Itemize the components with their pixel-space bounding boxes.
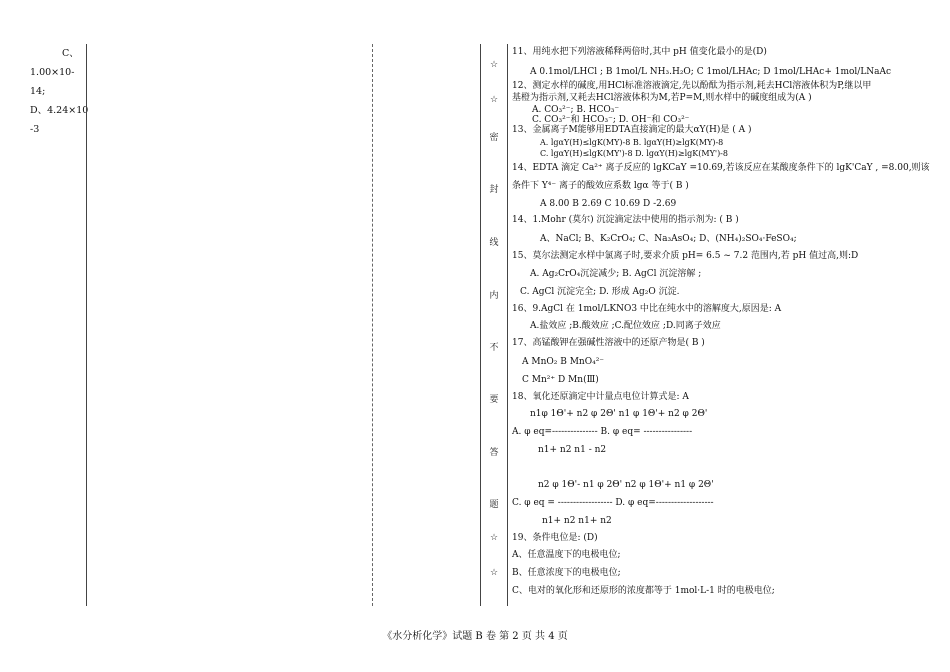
left-column-border xyxy=(86,44,87,606)
left-answer-column xyxy=(30,44,90,139)
question-line: B、任意浓度下的电极电位; xyxy=(512,568,621,578)
question-line: n1+ n2 n1 - n2 xyxy=(538,445,607,455)
question-line: n1φ 1Θ'+ n2 φ 2Θ' n1 φ 1Θ'+ n2 φ 2Θ' xyxy=(530,409,708,419)
question-line: 18、氧化还原滴定中计量点电位计算式是: A xyxy=(512,392,689,402)
question-line: 条件下 Y⁴⁻ 离子的酸效应系数 lgα 等于( B ) xyxy=(512,181,689,191)
page-footer: 《水分析化学》试题 B 卷 第 2 页 共 4 页 xyxy=(382,631,568,642)
left-text-1: 1.00×10- xyxy=(30,67,75,78)
question-line: 11、用纯水把下列溶液稀释两倍时,其中 pH 值变化最小的是(D) xyxy=(512,47,767,57)
question-line: A 8.00 B 2.69 C 10.69 D -2.69 xyxy=(540,199,677,209)
left-text-3: D、4.24×10 xyxy=(30,105,89,116)
seal-line-right xyxy=(507,44,508,606)
question-line: A. CO₃²⁻; B. HCO₃⁻ xyxy=(532,105,620,115)
question-line: C. CO₃²⁻和 HCO₃⁻; D. OH⁻和 CO₃²⁻ xyxy=(532,115,690,125)
question-line: A. Ag₂CrO₄沉淀减少; B. AgCl 沉淀溶解 ; xyxy=(530,269,702,279)
question-line: 14、1.Mohr (莫尔) 沉淀滴定法中使用的指示剂为: ( B ) xyxy=(512,215,739,225)
left-text-4: -3 xyxy=(30,124,40,135)
question-line: n2 φ 1Θ'- n1 φ 2Θ' n2 φ 1Θ'+ n1 φ 2Θ' xyxy=(538,480,714,490)
question-line: A. lgαY(H)≤lgK(MY)-8 B. lgαY(H)≥lgK(MY)-8 xyxy=(540,138,724,147)
seal-char: 题 xyxy=(489,500,499,510)
question-line: A、NaCl; B、K₂CrO₄; C、Na₃AsO₄; D、(NH₄)₂SO₄·FeSO₄; xyxy=(540,234,797,244)
question-line: 19、条件电位是: (D) xyxy=(512,533,598,543)
center-dashed-line xyxy=(372,44,373,606)
question-line: 基橙为指示剂,又耗去HCl溶液体积为M,若P=M,则水样中的碱度组成为(A ) xyxy=(512,93,812,103)
seal-char: 不 xyxy=(489,343,499,353)
seal-char: ☆ xyxy=(489,568,499,578)
question-line: C. lgαY(H)≤lgK(MY')-8 D. lgαY(H)≥lgK(MY')-8 xyxy=(540,149,728,158)
left-text-0: C、 xyxy=(62,48,79,59)
seal-char: 封 xyxy=(489,185,499,195)
seal-char: 要 xyxy=(489,395,499,405)
question-line: 12、测定水样的碱度,用HCl标准溶液滴定,先以酚酞为指示剂,耗去HCl溶液体积为P,继以甲 xyxy=(512,81,872,91)
question-line: 15、莫尔法测定水样中氯离子时,要求介质 pH= 6.5 ~ 7.2 范围内,若 pH 值过高,则:D xyxy=(512,251,859,261)
question-line: A.盐效应 ;B.酸效应 ;C.配位效应 ;D.同离子效应 xyxy=(530,321,721,331)
seal-char: 内 xyxy=(489,291,499,301)
seal-line-left xyxy=(480,44,481,606)
left-text-2: 14; xyxy=(30,86,46,97)
question-line: A. φ eq=--------------- B. φ eq= ---------------- xyxy=(512,427,693,437)
question-line: C Mn²⁺ D Mn(Ⅲ) xyxy=(522,375,599,385)
question-line: 14、EDTA 滴定 Ca²⁺ 离子反应的 lgKCaY =10.69,若该反应在某酸度条件下的 lgK'CaY , =8.00,则该 xyxy=(512,163,930,173)
seal-char: ☆ xyxy=(489,60,499,70)
question-line: 17、高锰酸钾在强碱性溶液中的还原产物是( B ) xyxy=(512,338,705,348)
seal-char: ☆ xyxy=(489,95,499,105)
seal-char: 线 xyxy=(489,238,499,248)
question-line: C、电对的氧化形和还原形的浓度都等于 1mol·L-1 时的电极电位; xyxy=(512,586,775,596)
seal-char: 密 xyxy=(489,133,499,143)
question-line: A、任意温度下的电极电位; xyxy=(512,550,621,560)
question-line: 13、金属离子M能够用EDTA直接滴定的最大αY(H)是 ( A ) xyxy=(512,125,752,135)
question-line: n1+ n2 n1+ n2 xyxy=(542,516,612,526)
question-line: C. φ eq = ------------------ D. φ eq=------------------- xyxy=(512,498,714,508)
question-line: 16、9.AgCl 在 1mol/LKNO3 中比在纯水中的溶解度大,原因是: A xyxy=(512,304,782,314)
seal-char: 答 xyxy=(489,448,499,458)
question-line: A MnO₂ B MnO₄²⁻ xyxy=(522,357,605,367)
question-line: A 0.1mol/LHCl ; B 1mol/L NH₃.H₂O; C 1mol/LHAc; D 1mol/LHAc+ 1mol/LNaAc xyxy=(530,67,892,77)
seal-char: ☆ xyxy=(489,533,499,543)
question-line: C. AgCl 沉淀完全; D. 形成 Ag₂O 沉淀. xyxy=(520,287,680,297)
